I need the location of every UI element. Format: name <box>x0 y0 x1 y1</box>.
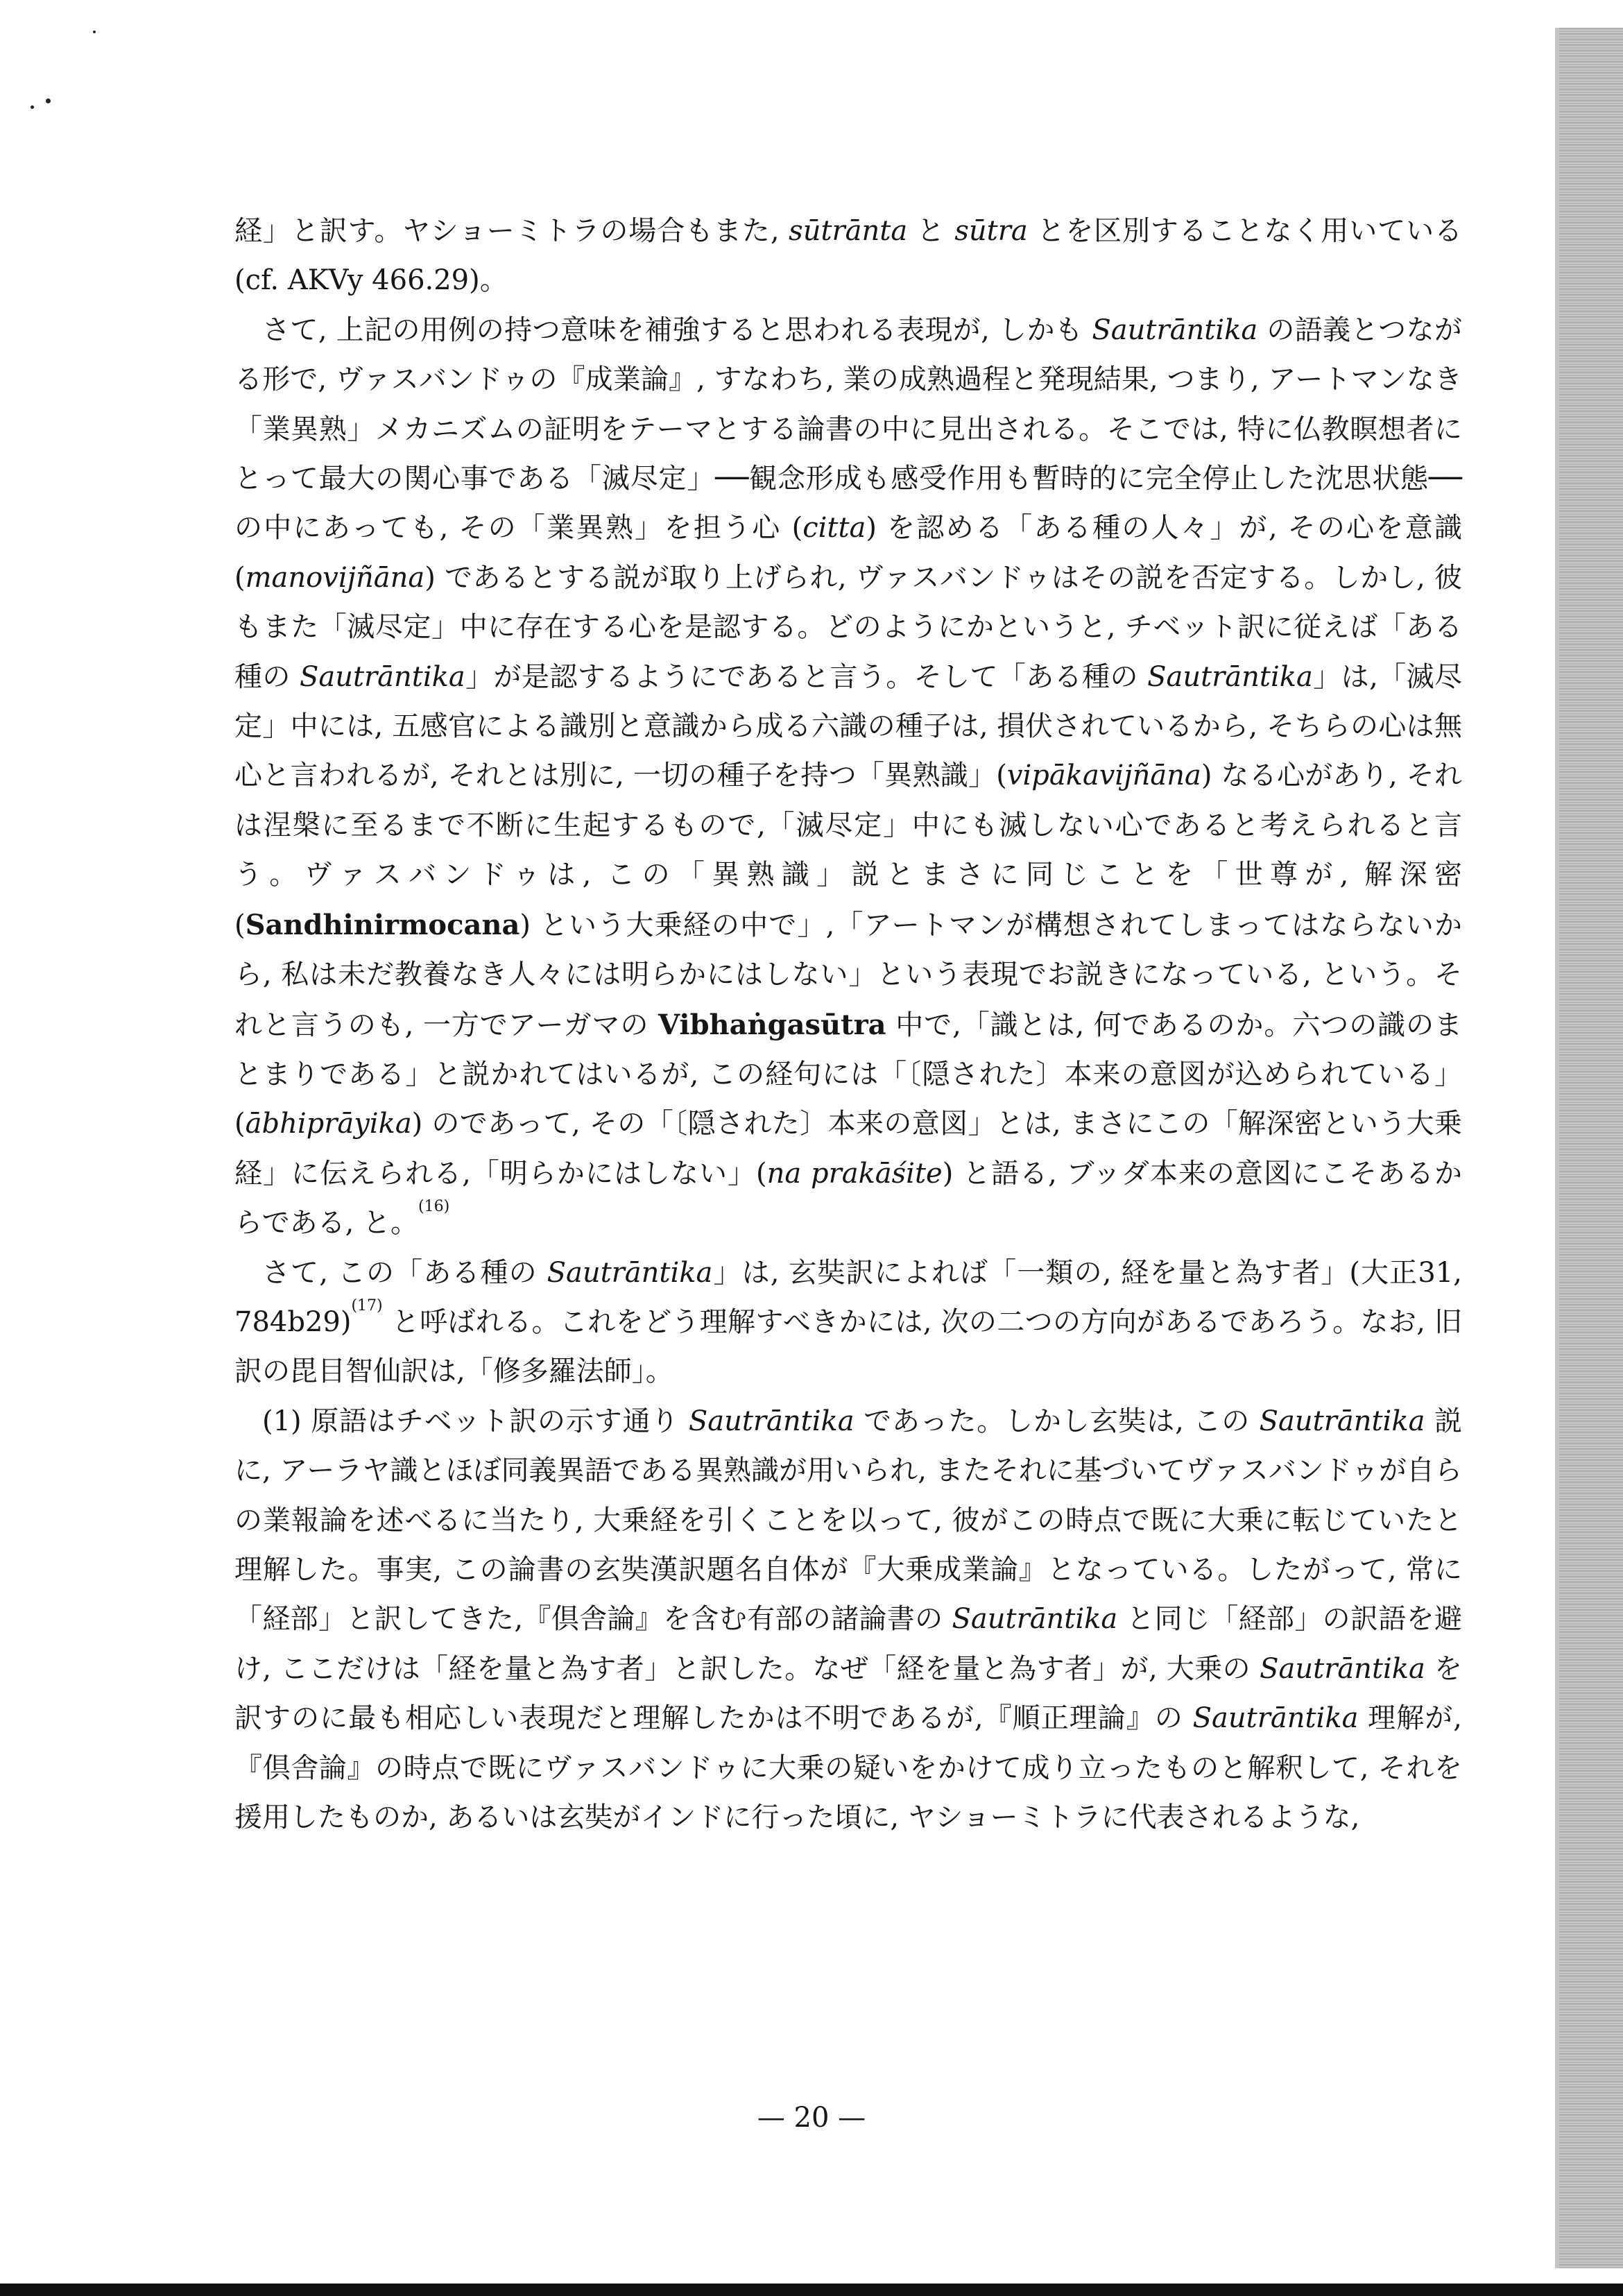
term: manovijñāna <box>245 561 425 594</box>
term: Sautrāntika <box>1092 314 1258 346</box>
footnote-ref: (17) <box>351 1296 383 1314</box>
page-body-text <box>234 207 1462 1842</box>
term: Sautrāntika <box>547 1256 713 1289</box>
footnote-ref: (16) <box>418 1198 450 1216</box>
term: Sautrāntika <box>1260 1652 1425 1685</box>
scan-speck <box>31 105 34 109</box>
text-run: の語義とつながる形で, ヴァスバンドゥの『成業論』, すなわち, 業の成熟過程と発現結果, つまり, アートマンなき「業異熟」メカニズムの証明をテーマとする論書の中に見出される。そこでは, 特に仏教瞑想者にとって最大の関心事である「滅尽定」──観念形成も感受作用も暫時的に完全停止した沈思状態──の中にあっても, その「業異熟」を担う心 ( <box>234 314 1462 545</box>
term: citta <box>802 512 866 545</box>
text-run: 」が是認するようにであると言う。そして「ある種の <box>465 660 1148 693</box>
term: Sautrāntika <box>299 660 465 693</box>
term: Sandhinirmocana <box>245 908 520 941</box>
text-run: 」は, 玄奘訳によれば「一類の, 経を量と為す者」(大正31, 784b29) <box>234 1256 1462 1338</box>
scan-speck <box>93 31 96 33</box>
text-run: ) を認める「ある種の人々」が, その心を意識 ( <box>234 512 1462 594</box>
text-run: (1) 原語はチベット訳の示す通り <box>262 1405 689 1437</box>
text-run: さて, 上記の用例の持つ意味を補強すると思われる表現が, しかも <box>262 314 1092 346</box>
text-run: 説に, アーラヤ識とほぼ同義異語である異熟識が用いられ, またそれに基づいてヴァスバンドゥが自らの業報論を述べるに当たり, 大乗経を引くことを以って, 彼がこの時点で既に大乗に転じていたと理解した。事実, この論書の玄奘漢訳題名自体が『大乗成業論』となっている。したがって, 常に「経部」と訳してきた,『倶舎論』を含む有部の諸論書の <box>234 1405 1463 1636</box>
term: Sautrāntika <box>1147 660 1313 693</box>
text-run: と呼ばれる。これをどう理解すべきかには, 次の二つの方向があるであろう。なお, 旧訳の毘目智仙訳は,「修多羅法師」。 <box>234 1305 1462 1388</box>
text-run: と同じ「経部」の訳語を避け, ここだけは「経を量と為す者」と訳した。なぜ「経を量と為す者」が, 大乗の <box>234 1603 1462 1685</box>
term: Vibhaṅgasūtra <box>658 1008 886 1041</box>
text-run: ) なる心があり, それは涅槃に至るまで不断に生起するもので,「滅尽定」中にも滅しない心であると考えられると言う。ヴァスバンドゥは, この「異熟識」説とまさに同じことを「世尊が, 解深密 ( <box>234 760 1462 941</box>
term: vipākavijñāna <box>1006 760 1201 792</box>
paragraph <box>234 1249 1462 1397</box>
term: Sautrāntika <box>952 1603 1118 1636</box>
scan-bottom-edge <box>0 2284 1623 2296</box>
paragraph <box>234 1397 1462 1843</box>
paragraph <box>234 207 1462 306</box>
text-run: 」は,「滅尽定」中には, 五感官による識別と意識から成る六識の種子は, 損伏されているから, そちらの心は無心と言われるが, それとは別に, 一切の種子を持つ「異熟識」( <box>234 660 1463 792</box>
scan-speck <box>46 98 51 103</box>
text-run: ) と語る, ブッダ本来の意図にこそあるからである, と。 <box>234 1157 1462 1240</box>
text-run: ) であるとする説が取り上げられ, ヴァスバンドゥはその説を否定する。しかし, 彼もまた「滅尽定」中に存在する心を是認する。どのようにかというと, チベット訳に従えば「ある種の <box>234 561 1462 693</box>
term: Sautrāntika <box>688 1405 855 1437</box>
page-number: — 20 — <box>757 2102 866 2134</box>
term: ābhiprāyika <box>245 1108 412 1140</box>
paragraph <box>234 306 1462 1249</box>
scan-edge-line <box>1555 28 1559 2268</box>
text-run: を訳すのに最も相応しい表現だと理解したかは不明であるが,『順正理論』の <box>234 1652 1463 1735</box>
term: sūtrānta <box>789 215 908 247</box>
term: Sautrāntika <box>1259 1405 1425 1437</box>
term: sūtra <box>954 215 1028 247</box>
text-run: と <box>907 215 955 247</box>
text-run: 中で,「識とは, 何であるのか。六つの識のまとまりである」と説かれてはいるが, この経句には「〔隠された〕本来の意図が込められている」( <box>234 1009 1462 1140</box>
text-run: 理解が,『倶舎論』の時点で既にヴァスバンドゥに大乗の疑いをかけて成り立ったものと解釈して, それを援用したものか, あるいは玄奘がインドに行った頃に, ヤショーミトラに代表されるような, <box>234 1702 1462 1833</box>
text-run: であった。しかし玄奘は, この <box>854 1405 1260 1437</box>
term: na prakāśite <box>766 1157 943 1190</box>
text-run: 経」と訳す。ヤショーミトラの場合もまた, <box>234 215 789 247</box>
text-run: ) のであって, その「〔隠された〕本来の意図」とは, まさにこの「解深密という大乗経」に伝えられる,「明らかにはしない」( <box>234 1108 1462 1190</box>
text-run: ) という大乗経の中で」,「アートマンが構想されてしまってはならないから, 私は未だ教養なき人々には明らかにはしない」という表現でお説きになっている, という。それと言うのも, 一方でアーガマの <box>234 909 1462 1041</box>
scan-edge-shadow <box>1559 28 1623 2268</box>
text-run: とを区別することなく用いている (cf. AKVy 466.29)。 <box>234 215 1463 297</box>
term: Sautrāntika <box>1192 1702 1359 1735</box>
text-run: さて, この「ある種の <box>262 1256 547 1289</box>
